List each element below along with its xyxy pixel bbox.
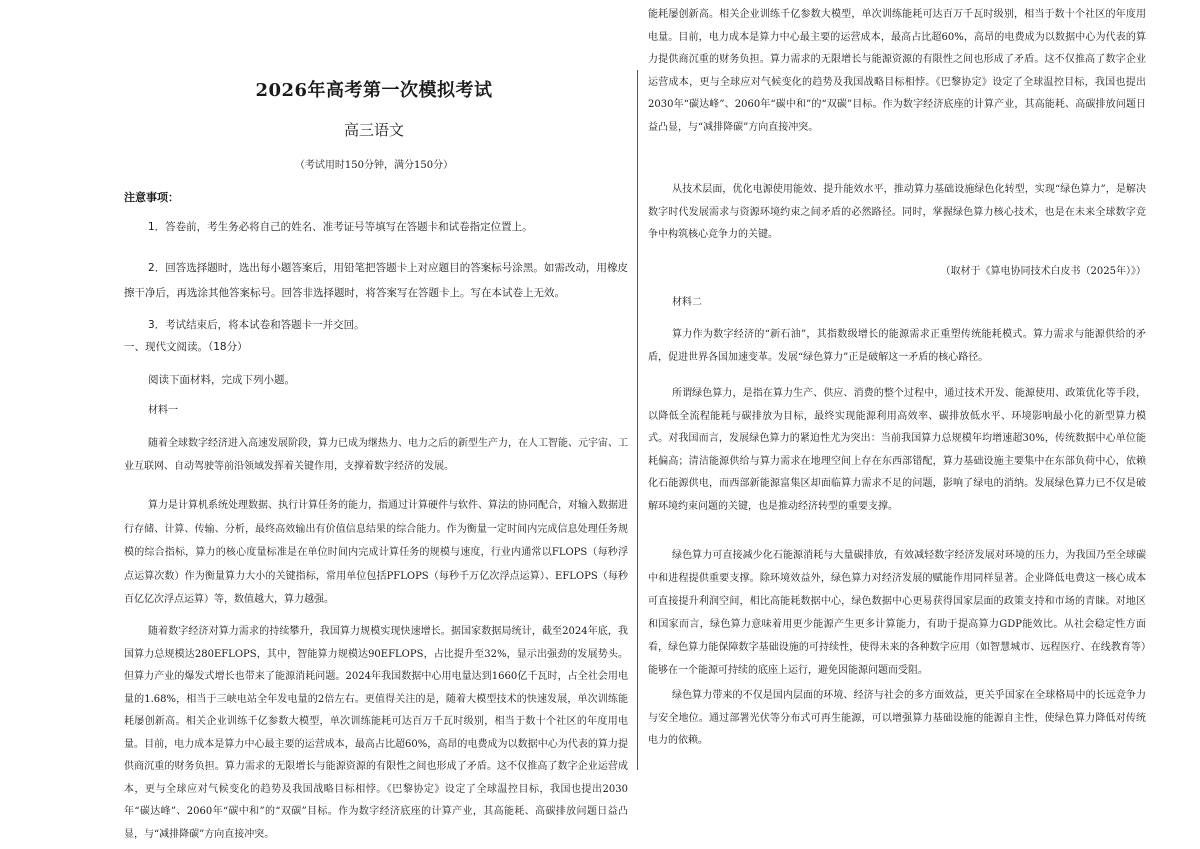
material2-paragraph-3: 绿色算力可直接减少化石能源消耗与大量碳排放，有效减轻数字经济发展对环境的压力，为我国乃至全球碳中和进程提供重要支撑。除环境效益外，绿色算力对经济发展的赋能作用同样显著。企业降低电费这一核心成本可直接提升利润空间，相比高能耗数据中心，绿色数据中心更易获得国家层面的政策支持和市场的青睐。对地区和国家而言，绿色算力意味着用更少能源产生更多计算能力，有助于提高算力GDP能效比。从社会稳定性方面看，绿色算力能保障数字基础设施的可持续性，使得未来的各种数字应用（如智慧城市、远程医疗、在线教育等）能够在一个能源可持续的底座上运行，避免因能源问题而受阻。 <box>648 550 1146 676</box>
material1-label: 材料一 <box>148 405 178 416</box>
reading-instruction: 阅读下面材料，完成下列小题。 <box>148 374 295 386</box>
note-item-1: 1．答卷前，考生务必将自己的姓名、准考证号等填写在答题卡和试卷指定位置上。 <box>148 221 533 233</box>
notes-heading: 注意事项： <box>124 191 179 204</box>
continued-text: 能耗屡创新高。相关企业训练千亿参数大模型，单次训练能耗可达百万千瓦时级别，相当于数十个社区的年度用电量。目前，电力成本是算力中心最主要的运营成本，最高占比超60%，高昂的电费成为以数据中心为代表的算力提供商沉重的财务负担。算力需求的无限增长与能源资源的有限性之间也形成了矛盾。这不仅推高了数字企业运营成本，更与全球应对气候变化的趋势及我国战略目标相悖。《巴黎协定》设定了全球温控目标，我国也提出2030年“碳达峰”、2060年“碳中和”的“双碳”目标。作为数字经济底座的计算产业，其高能耗、高碳排放问题日益凸显，与“减排降碳”方向直接冲突。 <box>648 9 1146 133</box>
material1-paragraph-3-part1: 随着数字经济对算力需求的持续攀升，我国算力规模实现快速增长。据国家数据局统计，截至2024年底，我国算力总规模达280EFLOPS，其中，智能算力规模达90EFLOPS，占比提升至32%，显示出强劲的发展势头。但算力产业的爆发式增长也带来了能源消耗问题。2024年我国数据中心用电量达到1660亿千瓦时，占全社会用电量的1.68%，相当于三峡电站全年发电量的2倍左右。更值得关注的是，随着大模型技术的快速发展，单次训练能耗屡创新高。相关企业训练千亿参数大模型，单次训练能耗可达百万千瓦时级别，相当于数十个社区的年度用电量。目前，电力成本是算力中心最主要的运营成本，最高占比超60%，高昂的电费成为以数据中心为代表的算力提供商沉重的财务负担。算力需求的无限增长与能源资源的有限性之间也形成了矛盾。这不仅推高了数字企业运营成本，更与全球应对气候变化的趋势及我国战略目标相悖。《巴黎协定》设定了全球温控目标，我国也提出2030年“碳达峰”、2060年“碳中和”的“双碳”目标。作为数字经济底座的计算产业，其高能耗、高碳排放问题日益凸显，与“减排降碳”方向直接冲突。 <box>124 626 628 840</box>
material2-paragraph-2: 所谓绿色算力，是指在算力生产、供应、消费的整个过程中，通过技术开发、能源使用、政策优化等手段，以降低全流程能耗与碳排放为目标，最终实现能源利用高效率、碳排放低水平、环境影响最小化的新型算力模式。对我国而言，发展绿色算力的紧迫性尤为突出：当前我国算力总规模年均增速超30%，传统数据中心单位能耗偏高；清洁能源供给与算力需求在地理空间上存在东西部错配，算力基础设施主要集中在东部负荷中心，依赖化石能源供电，而西部新能源富集区却面临算力需求不足的问题，影响了绿电的消纳。发展绿色算力已不仅是破解环境约束问题的关键，也是推动经济转型的重要支撑。 <box>648 388 1146 512</box>
section1-heading: 一、现代文阅读。（18分） <box>124 341 248 353</box>
material2-label: 材料二 <box>672 297 702 308</box>
column-divider <box>637 70 638 770</box>
material1-paragraph-2: 算力是计算机系统处理数据、执行计算任务的能力，指通过计算硬件与软件、算法的协同配合，对输入数据进行存储、计算、传输、分析，最终高效输出有价值信息结果的综合能力。作为衡量一定时间内完成信息处理任务规模的综合指标，算力的核心度量标准是在单位时间内完成计算任务的规模与速度，行业内通常以FLOPS（每秒浮点运算次数）作为衡量算力大小的关键指标，常用单位包括PFLOPS（每秒千万亿次浮点运算）、EFLOPS（每秒百亿亿次浮点运算）等，数值越大，算力越强。 <box>124 500 628 605</box>
material2-paragraph-1: 算力作为数字经济的“新石油”，其指数级增长的能源需求正重塑传统能耗模式。算力需求与能源供给的矛盾，促进世界各国加速变革。发展“绿色算力”正是破解这一矛盾的核心路径。 <box>648 329 1146 363</box>
material2-paragraph-4: 绿色算力带来的不仅是国内层面的环境、经济与社会的多方面效益，更关乎国家在全球格局中的长远竞争力与安全地位。通过部署光伏等分布式可再生能源，可以增强算力基础设施的能源自主性，使绿色算力降低对传统电力的依赖。 <box>648 690 1146 746</box>
note-item-2: 2．回答选择题时，选出每小题答案后，用铅笔把答题卡上对应题目的答案标号涂黑。如需改动，用橡皮擦干净后，再选涂其他答案标号。回答非选择题时，将答案写在答题卡上。写在本试卷上无效。 <box>124 262 628 299</box>
material1-paragraph-4: 从技术层面，优化电源使用能效、提升能效水平，推动算力基础设施绿色化转型，实现“绿色算力”，是解决数字时代发展需求与资源环境约束之间矛盾的必然路径。同时，掌握绿色算力核心技术，也是在未来全球数字竞争中构筑核心竞争力的关键。 <box>648 184 1146 240</box>
exam-title: 2026年高考第一次模拟考试 <box>255 80 493 101</box>
material1-paragraph-1: 随着全球数字经济进入高速发展阶段，算力已成为继热力、电力之后的新型生产力，在人工智能、元宇宙、工业互联网、自动驾驶等前沿领域发挥着关键作用，支撑着数字经济的发展。 <box>124 438 628 472</box>
note-item-3: 3．考试结束后，将本试卷和答题卡一并交回。 <box>148 319 365 331</box>
material1-paragraph-3-continued <box>648 9 1146 162</box>
exam-subject: 高三语文 <box>343 121 404 139</box>
material1-source: （取材于《算电协同技术白皮书（2025年）》） <box>940 266 1146 277</box>
exam-time-note: （考试用时150分钟，满分150分） <box>294 160 454 171</box>
